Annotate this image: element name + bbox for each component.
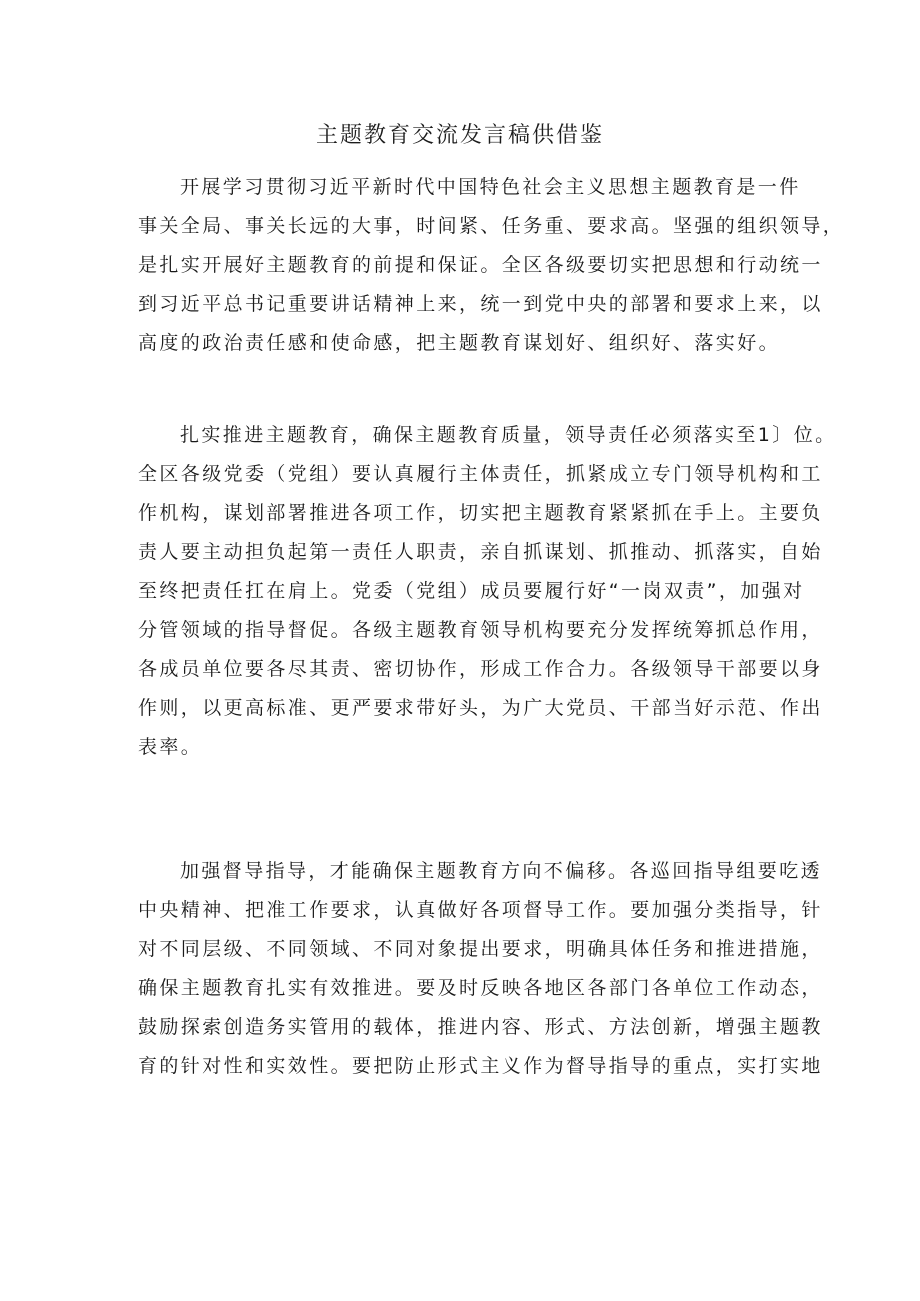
paragraph-1 [138,168,845,363]
paragraph-line: 分管领域的指导督促。各级主题教育领导机构要充分发挥统筹抓总作用， [138,619,823,641]
paragraph-line: 确保主题教育扎实有效推进。要及时反映各地区各部门各单位工作动态， [138,977,823,999]
paragraph-line: 到习近平总书记重要讲话精神上来，统一到党中央的部署和要求上来，以 [138,293,823,315]
paragraph-line: 开展学习贯彻习近平新时代中国特色社会主义思想主题教育是一件 [180,176,801,198]
paragraph-line: 全区各级党委（党组）要认真履行主体责任，抓紧成立专门领导机构和工 [138,463,823,485]
paragraph-line: 责人要主动担负起第一责任人职责，亲自抓谋划、抓推动、抓落实，自始 [138,541,823,563]
paragraph-line: 各成员单位要各尽其责、密切协作，形成工作合力。各级领导干部要以身 [138,658,823,680]
paragraph-line: 育的针对性和实效性。要把防止形式主义作为督导指导的重点，实打实地 [138,1055,823,1077]
paragraph-3 [138,852,823,1086]
paragraph-line: 高度的政治责任感和使命感，把主题教育谋划好、组织好、落实好。 [138,332,781,354]
paragraph-line: 作则，以更高标准、更严要求带好头，为广大党员、干部当好示范、作出 [138,697,823,719]
paragraph-2 [138,416,837,767]
paragraph-line: 作机构，谋划部署推进各项工作，切实把主题教育紧紧抓在手上。主要负 [138,502,823,524]
paragraph-line: 扎实推进主题教育，确保主题教育质量，领导责任必须落实至1〕位。 [180,424,837,446]
paragraph-line: 中央精神、把准工作要求，认真做好各项督导工作。要加强分类指导，针 [138,899,823,921]
paragraph-line: 事关全局、事关长远的大事，时间紧、任务重、要求高。坚强的组织领导， [138,215,845,237]
paragraph-line: 鼓励探索创造务实管用的载体，推进内容、形式、方法创新，增强主题教 [138,1016,823,1038]
paragraph-line: 对不同层级、不同领域、不同对象提出要求，明确具体任务和推进措施， [138,938,823,960]
document-title: 主题教育交流发言稿供借鉴 [315,123,604,148]
paragraph-line: 加强督导指导，才能确保主题教育方向不偏移。各巡回指导组要吃透 [180,860,823,882]
paragraph-line: 至终把责任扛在肩上。党委（党组）成员要履行好“一岗双责”，加强对 [138,580,805,602]
paragraph-line: 是扎实开展好主题教育的前提和保证。全区各级要切实把思想和行动统一 [138,254,823,276]
paragraph-line: 表率。 [138,736,203,758]
